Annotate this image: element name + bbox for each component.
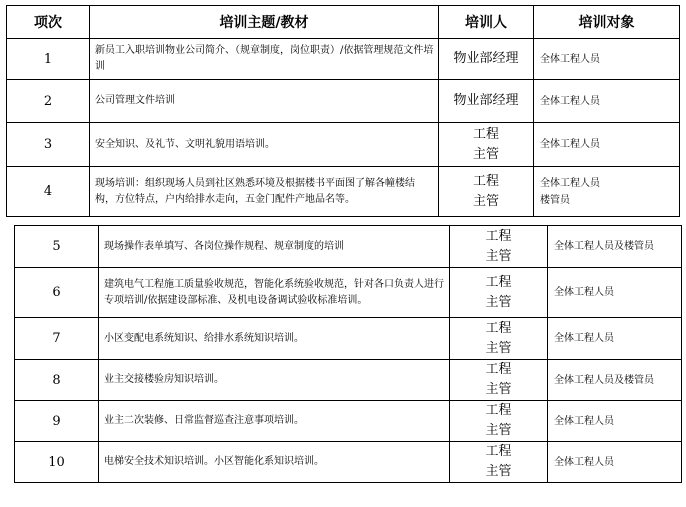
row-index: 7 bbox=[15, 318, 99, 360]
header-index: 项次 bbox=[7, 6, 90, 39]
row-trainer: 工程 主管 bbox=[450, 360, 548, 401]
row-target: 全体工程人员 bbox=[548, 318, 682, 360]
row-trainer: 工程 主管 bbox=[450, 442, 548, 483]
row-target: 全体工程人员 楼管员 bbox=[534, 167, 680, 217]
row-index: 1 bbox=[7, 39, 90, 80]
row-trainer: 工程 主管 bbox=[450, 268, 548, 318]
table-row bbox=[15, 268, 682, 318]
table-row bbox=[15, 226, 682, 268]
row-target: 全体工程人员及楼管员 bbox=[548, 226, 682, 268]
table-row bbox=[15, 442, 682, 483]
table-row bbox=[7, 167, 680, 217]
row-trainer: 物业部经理 bbox=[439, 39, 534, 80]
row-target: 全体工程人员 bbox=[534, 39, 680, 80]
row-index: 10 bbox=[15, 442, 99, 483]
row-index: 5 bbox=[15, 226, 99, 268]
row-index: 2 bbox=[7, 80, 90, 123]
row-index: 8 bbox=[15, 360, 99, 401]
row-topic: 业主交接楼验房知识培训。 bbox=[99, 360, 450, 401]
row-target: 全体工程人员 bbox=[548, 401, 682, 442]
row-topic: 电梯安全技术知识培训。小区智能化系知识培训。 bbox=[99, 442, 450, 483]
row-trainer: 工程 主管 bbox=[450, 318, 548, 360]
row-index: 3 bbox=[7, 123, 90, 167]
row-topic: 建筑电气工程施工质量验收规范，智能化系统验收规范，针对各口负责人进行专项培训/依据建设部标准、及机电设备调试验收标准培训。 bbox=[99, 268, 450, 318]
table-row bbox=[15, 318, 682, 360]
table-row bbox=[7, 80, 680, 123]
table-row bbox=[7, 123, 680, 167]
header-trainer: 培训人 bbox=[439, 6, 534, 39]
table-row bbox=[7, 39, 680, 80]
table-row bbox=[15, 401, 682, 442]
row-index: 9 bbox=[15, 401, 99, 442]
row-trainer: 工程 主管 bbox=[450, 401, 548, 442]
row-topic: 安全知识、及礼节、文明礼貌用语培训。 bbox=[90, 123, 439, 167]
row-target: 全体工程人员 bbox=[548, 268, 682, 318]
row-target: 全体工程人员及楼管员 bbox=[548, 360, 682, 401]
row-topic: 业主二次装修、日常监督巡查注意事项培训。 bbox=[99, 401, 450, 442]
header-target: 培训对象 bbox=[534, 6, 680, 39]
header-topic: 培训主题/教材 bbox=[90, 6, 439, 39]
training-table-part-1 bbox=[6, 5, 680, 217]
row-topic: 现场操作表单填写、各岗位操作规程、规章制度的培训 bbox=[99, 226, 450, 268]
row-trainer: 工程 主管 bbox=[439, 123, 534, 167]
table-header-row bbox=[7, 6, 680, 39]
row-index: 4 bbox=[7, 167, 90, 217]
row-target: 全体工程人员 bbox=[548, 442, 682, 483]
row-topic: 小区变配电系统知识、给排水系统知识培训。 bbox=[99, 318, 450, 360]
row-target: 全体工程人员 bbox=[534, 80, 680, 123]
row-trainer: 工程 主管 bbox=[450, 226, 548, 268]
row-topic: 现场培训：组织现场人员到社区熟悉环境及根据楼书平面图了解各幢楼结构，方位特点，户内给排水走向，五金门配件产地品名等。 bbox=[90, 167, 439, 217]
row-trainer: 物业部经理 bbox=[439, 80, 534, 123]
row-topic: 新员工入职培训物业公司简介、（规章制度，岗位职责）/依据管理规范文件培训 bbox=[90, 39, 439, 80]
row-index: 6 bbox=[15, 268, 99, 318]
training-table-part-2 bbox=[14, 225, 682, 483]
table-row bbox=[15, 360, 682, 401]
row-target: 全体工程人员 bbox=[534, 123, 680, 167]
row-topic: 公司管理文件培训 bbox=[90, 80, 439, 123]
row-trainer: 工程 主管 bbox=[439, 167, 534, 217]
